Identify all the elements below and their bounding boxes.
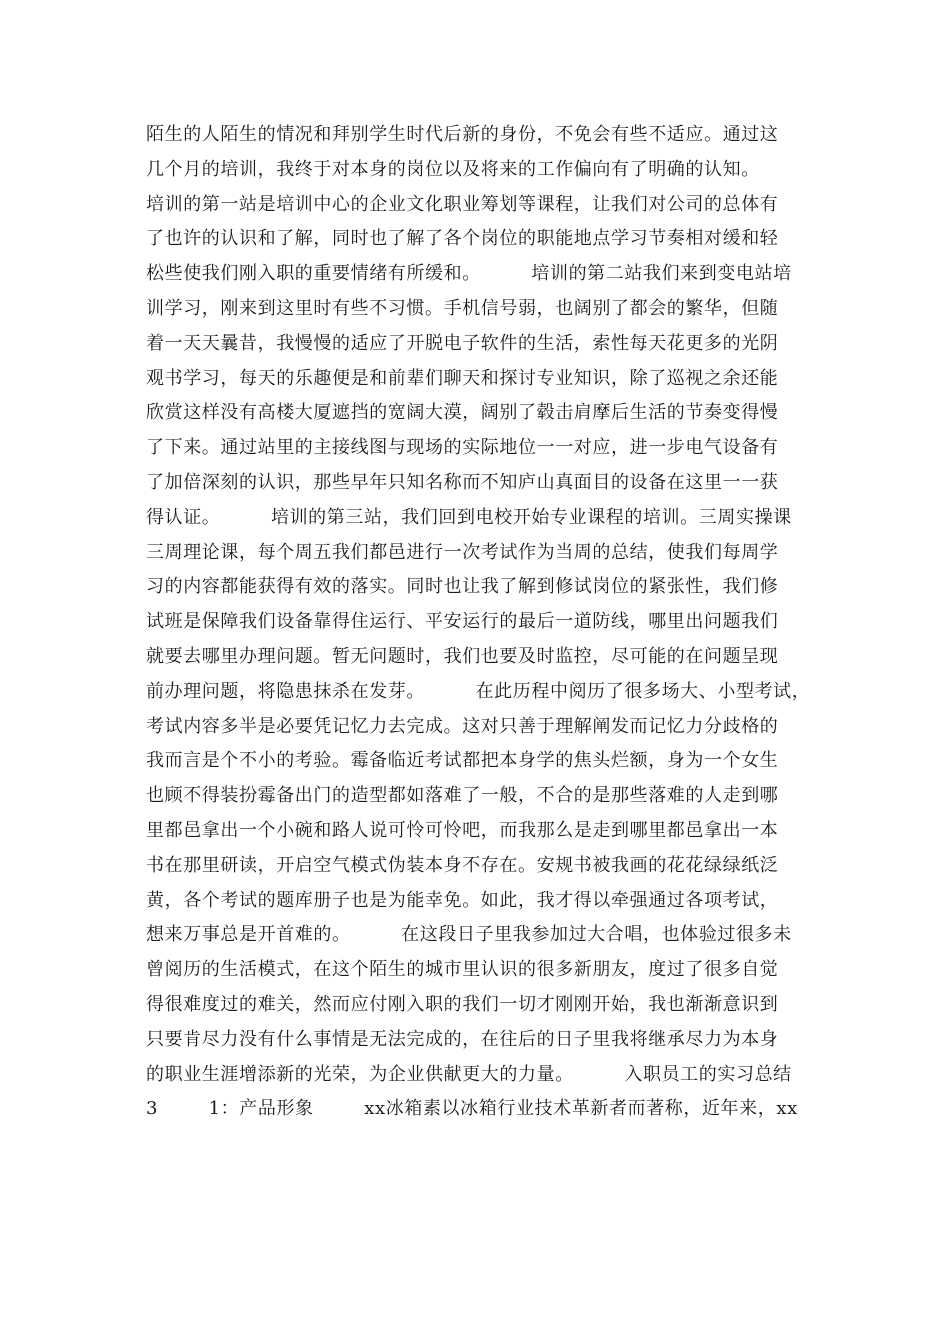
text-line: 了加倍深刻的认识，那些早年只知名称而不知庐山真面目的设备在这里一一获 <box>146 471 779 493</box>
text-line: 了下来。通过站里的主接线图与现场的实际地位一一对应，进一步电气设备有 <box>146 437 779 459</box>
text-line: 就要去哪里办理问题。暂无问题时，我们也要及时监控，尽可能的在问题呈现 <box>146 645 779 667</box>
text-line: 得很难度过的难关，然而应付刚入职的我们一切才刚刚开始，我也渐渐意识到 <box>146 993 779 1015</box>
text-line: 曾阅历的生活模式，在这个陌生的城市里认识的很多新朋友，度过了很多自觉 <box>146 959 779 981</box>
text-line: 前办理问题，将隐患抹杀在发芽。 在此历程中阅历了很多场大、小型考试， <box>146 680 811 702</box>
text-line: 黄，各个考试的题库册子也是为能幸免。如此，我才得以牵强通过各项考试， <box>146 889 779 911</box>
text-line: 习的内容都能获得有效的落实。同时也让我了解到修试岗位的紧张性，我们修 <box>146 576 779 598</box>
text-line: 只要肯尽力没有什么事情是无法完成的，在往后的日子里我将继承尽力为本身 <box>146 1028 779 1050</box>
text-line: 我而言是个不小的考验。霉备临近考试都把本身学的焦头烂额，身为一个女生 <box>146 750 779 772</box>
text-line: 书在那里研读，开启空气模式伪装本身不存在。安规书被我画的花花绿绿纸泛 <box>146 854 779 876</box>
text-line: 了也许的认识和了解，同时也了解了各个岗位的职能地点学习节奏相对缓和轻 <box>146 228 779 250</box>
body-text <box>146 118 826 1127</box>
text-line: 3 1：产品形象 xx冰箱素以冰箱行业技术革新者而著称，近年来，xx <box>146 1098 798 1120</box>
text-line: 也顾不得装扮霉备出门的造型都如落难了一般，不合的是那些落难的人走到哪 <box>146 785 779 807</box>
text-line: 培训的第一站是培训中心的企业文化职业筹划等课程，让我们对公司的总体有 <box>146 193 779 215</box>
text-line: 三周理论课，每个周五我们都邑进行一次考试作为当周的总结，使我们每周学 <box>146 541 779 563</box>
text-line: 考试内容多半是必要凭记忆力去完成。这对只善于理解阐发而记忆力分歧格的 <box>146 715 779 737</box>
text-line: 想来万事总是开首难的。 在这段日子里我参加过大合唱，也体验过很多未 <box>146 924 792 946</box>
text-line: 里都邑拿出一个小碗和路人说可怜可怜吧，而我那么是走到哪里都邑拿出一本 <box>146 819 779 841</box>
text-line: 的职业生涯增添新的光荣，为企业供献更大的力量。 入职员工的实习总结 <box>146 1063 792 1085</box>
text-line: 松些使我们刚入职的重要情绪有所缓和。 培训的第二站我们来到变电站培 <box>146 263 792 285</box>
text-line: 几个月的培训，我终于对本身的岗位以及将来的工作偏向有了明确的认知。 <box>146 158 760 180</box>
text-line: 训学习，刚来到这里时有些不习惯。手机信号弱，也阔别了都会的繁华，但随 <box>146 297 779 319</box>
text-line: 欣赏这样没有高楼大厦遮挡的宽阔大漠，阔别了毂击肩摩后生活的节奏变得慢 <box>146 402 779 424</box>
text-line: 观书学习，每天的乐趣便是和前辈们聊天和探讨专业知识，除了巡视之余还能 <box>146 367 779 389</box>
text-line: 陌生的人陌生的情况和拜别学生时代后新的身份，不免会有些不适应。通过这 <box>146 124 779 145</box>
text-line: 着一天天曩昔，我慢慢的适应了开脱电子软件的生活，索性每天花更多的光阴 <box>146 332 779 354</box>
text-line: 得认证。 培训的第三站，我们回到电校开始专业课程的培训。三周实操课 <box>146 506 792 528</box>
text-line: 试班是保障我们设备靠得住运行、平安运行的最后一道防线，哪里出问题我们 <box>146 611 779 633</box>
